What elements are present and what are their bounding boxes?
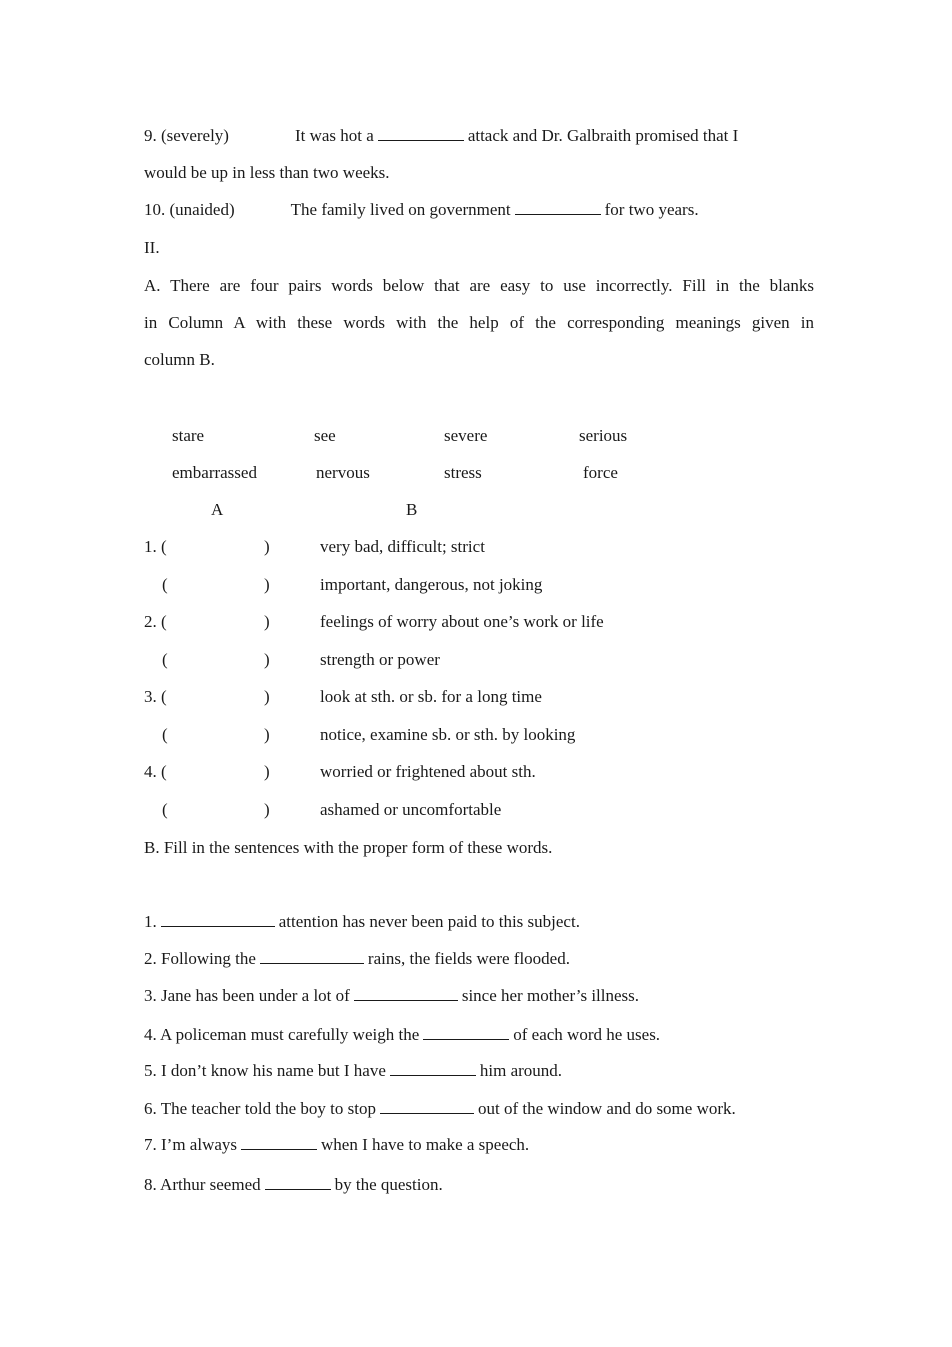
word-bank-item: nervous bbox=[316, 463, 370, 482]
row-number: ( bbox=[162, 575, 168, 594]
sentence-text: him around. bbox=[479, 1061, 563, 1080]
answer-blank[interactable] bbox=[354, 985, 458, 1001]
question-text: attack and Dr. Galbraith promised that I bbox=[467, 126, 739, 145]
sentence-text: since her mother’s illness. bbox=[461, 986, 640, 1005]
question-text: for two years. bbox=[604, 200, 699, 219]
row-meaning: notice, examine sb. or sth. by looking bbox=[320, 725, 576, 744]
row-number: ( bbox=[162, 800, 168, 819]
row-number: 2. ( bbox=[144, 612, 167, 631]
question-number: 9. (severely) bbox=[144, 126, 229, 145]
sentence-text: 7. I’m always bbox=[144, 1135, 238, 1154]
answer-blank[interactable] bbox=[390, 1060, 476, 1076]
row-meaning: strength or power bbox=[320, 650, 440, 669]
sentence-text: 5. I don’t know his name but I have bbox=[144, 1061, 386, 1080]
word-bank-item: stress bbox=[444, 463, 482, 482]
sentence-item bbox=[144, 948, 814, 970]
row-meaning: important, dangerous, not joking bbox=[320, 575, 543, 594]
sentence-text: 6. The teacher told the boy to stop bbox=[144, 1099, 376, 1118]
sentence-text: 2. Following the bbox=[144, 949, 256, 968]
sentence-item bbox=[144, 1098, 814, 1120]
word-bank-item: severe bbox=[444, 426, 488, 445]
answer-blank[interactable] bbox=[260, 948, 364, 964]
sentence-text: 1. bbox=[144, 912, 157, 931]
row-number: 1. ( bbox=[144, 537, 167, 556]
question-10 bbox=[144, 199, 814, 221]
question-9 bbox=[144, 125, 814, 147]
sentence-text: 8. Arthur seemed bbox=[144, 1175, 261, 1194]
row-meaning: look at sth. or sb. for a long time bbox=[320, 687, 542, 706]
instruction-line: column B. bbox=[144, 350, 215, 369]
row-close-paren: ) bbox=[264, 687, 270, 706]
question-text: The family lived on government bbox=[290, 200, 511, 219]
sentence-text: when I have to make a speech. bbox=[321, 1135, 530, 1154]
word-bank-item: see bbox=[314, 426, 336, 445]
word-bank-item: force bbox=[583, 463, 618, 482]
section-heading: II. bbox=[144, 238, 160, 257]
answer-blank[interactable] bbox=[423, 1024, 509, 1040]
sentence-text: rains, the fields were flooded. bbox=[367, 949, 570, 968]
row-close-paren: ) bbox=[264, 575, 270, 594]
row-number: 4. ( bbox=[144, 762, 167, 781]
instruction-line: in Column A with these words with the help of the corresponding meanings given in bbox=[144, 313, 814, 332]
sentence-item bbox=[144, 1024, 814, 1046]
answer-blank[interactable] bbox=[241, 1134, 317, 1150]
question-text: It was hot a bbox=[294, 126, 374, 145]
row-close-paren: ) bbox=[264, 537, 270, 556]
row-meaning: ashamed or uncomfortable bbox=[320, 800, 502, 819]
answer-blank[interactable] bbox=[265, 1174, 331, 1190]
question-9-continued bbox=[144, 162, 814, 184]
question-number: 10. (unaided) bbox=[144, 200, 235, 219]
word-bank-item: serious bbox=[579, 426, 628, 445]
instruction-line: A. There are four pairs words below that are easy to use incorrectly. Fill in the blanks bbox=[144, 276, 814, 295]
row-number: 3. ( bbox=[144, 687, 167, 706]
sentence-text: 3. Jane has been under a lot of bbox=[144, 986, 350, 1005]
sentence-item bbox=[144, 985, 814, 1007]
sentence-text: of each word he uses. bbox=[513, 1025, 661, 1044]
section-b-instruction: B. Fill in the sentences with the proper form of these words. bbox=[144, 838, 553, 857]
row-close-paren: ) bbox=[264, 762, 270, 781]
row-number: ( bbox=[162, 650, 168, 669]
row-meaning: very bad, difficult; strict bbox=[320, 537, 485, 556]
row-number: ( bbox=[162, 725, 168, 744]
column-a-header: A bbox=[211, 500, 224, 519]
sentence-text: by the question. bbox=[334, 1175, 443, 1194]
sentence-text: 4. A policeman must carefully weigh the bbox=[144, 1025, 420, 1044]
row-close-paren: ) bbox=[264, 612, 270, 631]
sentence-item bbox=[144, 1060, 814, 1082]
column-b-header: B bbox=[406, 500, 418, 519]
sentence-text: attention has never been paid to this subject. bbox=[278, 912, 580, 931]
answer-blank[interactable] bbox=[380, 1098, 474, 1114]
sentence-item bbox=[144, 1174, 814, 1196]
sentence-text: out of the window and do some work. bbox=[477, 1099, 736, 1118]
answer-blank[interactable] bbox=[515, 199, 601, 215]
word-bank-item: embarrassed bbox=[172, 463, 257, 482]
question-text: would be up in less than two weeks. bbox=[144, 163, 390, 182]
row-meaning: feelings of worry about one’s work or life bbox=[320, 612, 604, 631]
word-bank-item: stare bbox=[172, 426, 205, 445]
row-close-paren: ) bbox=[264, 800, 270, 819]
answer-blank[interactable] bbox=[161, 911, 275, 927]
sentence-item bbox=[144, 911, 814, 933]
answer-blank[interactable] bbox=[378, 125, 464, 141]
sentence-item bbox=[144, 1134, 814, 1156]
row-close-paren: ) bbox=[264, 650, 270, 669]
row-close-paren: ) bbox=[264, 725, 270, 744]
row-meaning: worried or frightened about sth. bbox=[320, 762, 536, 781]
